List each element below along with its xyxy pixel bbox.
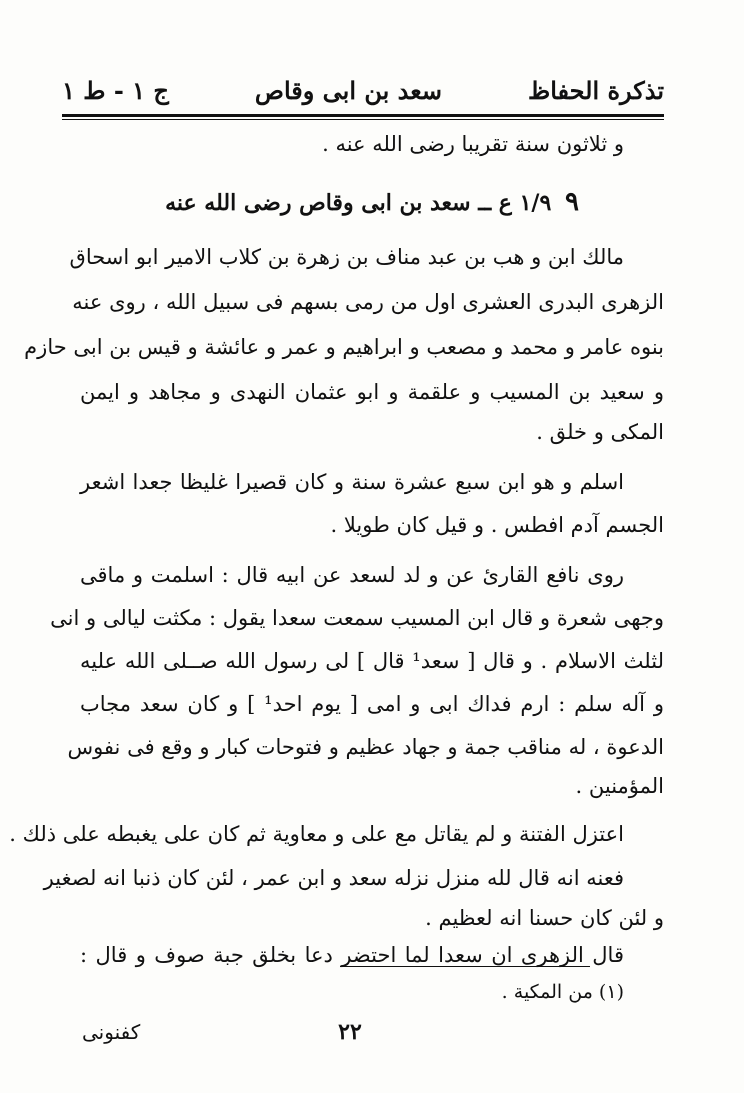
entry-title [120, 180, 624, 224]
text-line: اعتزل الفتنة و لم يقاتل مع على و معاوية ثم كان على يغبطه على ذلك . [9, 822, 624, 846]
text-line: قال الزهرى ان سعدا لما احتضر دعا بخلق جبة صوف و قال : [80, 943, 624, 967]
text-line: الدعوة ، له مناقب جمة و جهاد عظيم و فتوحات كبار و وقع فى نفوس [67, 735, 664, 759]
text-line: الجسم آدم افطس . و قيل كان طويلا . [330, 513, 664, 537]
text-line: فعنه انه قال لله منزل نزله سعد و ابن عمر ، لئن كان ذنبا انه لصغير [43, 866, 624, 890]
library-stamp: كفنونى [82, 1020, 141, 1044]
text-line: بنوه عامر و محمد و مصعب و ابراهيم و عمر و عائشة و قيس بن ابى حازم [24, 335, 664, 359]
volume-reference: ج ١ - ط ١ [62, 75, 169, 105]
page-header [62, 68, 664, 112]
text-line: الزهرى البدرى العشرى اول من رمى بسهم فى سبيل الله ، روى عنه [72, 290, 664, 314]
text-line: المؤمنين . [575, 774, 664, 798]
entry-number: ٩ [564, 187, 579, 217]
text-line: روى نافع القارئ عن و لد لسعد عن ابيه قال : اسلمت و ماقى [80, 563, 624, 587]
entry-title-text: ع ــ سعد بن ابى وقاص رضى الله عنه [165, 190, 512, 216]
footnote-rule [340, 966, 590, 967]
text-line: المكى و خلق . [536, 420, 664, 444]
opening-line: و ثلاثون سنة تقريبا رضى الله عنه . [322, 132, 624, 156]
text-line: اسلم و هو ابن سبع عشرة سنة و كان قصيرا غليظا جعدا اشعر [80, 470, 624, 494]
text-line: و آله سلم : ارم فداك ابى و امى [ يوم احد¹ ] و كان سعد مجاب [80, 692, 664, 716]
text-line: و لئن كان حسنا انه لعظيم . [425, 906, 664, 930]
text-line: مالك ابن و هب بن عبد مناف بن زهرة بن كلاب الامير ابو اسحاق [69, 245, 624, 269]
text-line: وجهى شعرة و قال ابن المسيب سمعت سعدا يقول : مكثت ليالى و انى [50, 606, 664, 630]
text-line: و سعيد بن المسيب و علقمة و ابو عثمان النهدى و مجاهد و ايمن [80, 380, 664, 404]
text-line: لثلث الاسلام . و قال [ سعد¹ قال ] لى رسول الله صــلى الله عليه [80, 649, 664, 673]
entry-name: سعد بن ابى وقاص [254, 75, 442, 105]
footnote: (١) من المكية . [501, 981, 624, 1003]
book-title: تذكرة الحفاظ [528, 75, 664, 105]
header-rule [62, 114, 664, 120]
entry-fraction: ١/٩ [519, 190, 552, 216]
page-number: ٢٢ [338, 1019, 362, 1045]
